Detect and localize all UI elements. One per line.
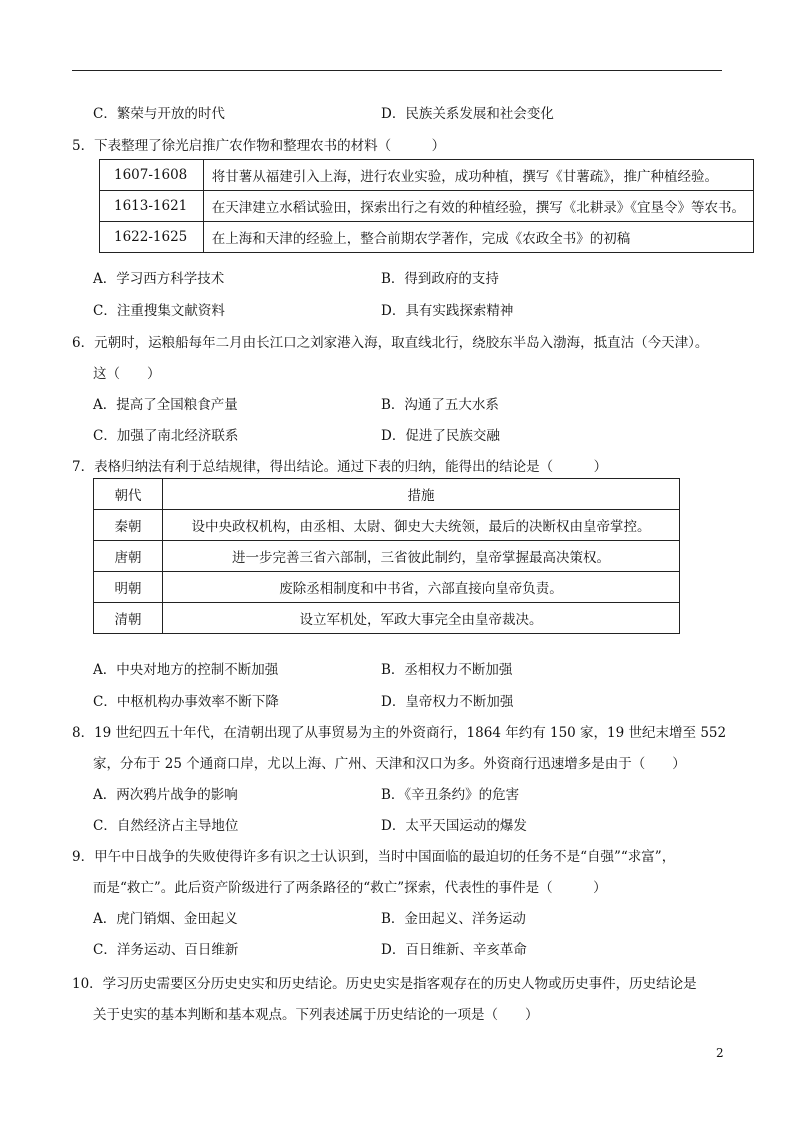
q6-option-a: A．提高了全国粮食产量 [93,397,238,413]
q8-option-d: D．太平天国运动的爆发 [381,818,527,834]
q7-measure-cell: 进一步完善三省六部制，三省彼此制约，皇帝掌握最高决策权。 [163,541,680,572]
table-row [94,541,680,572]
q7-stem: 7．表格归纳法有利于总结规律，得出结论。通过下表的归纳，能得出的结论是（ ） [72,459,608,475]
q5-content-cell: 将甘薯从福建引入上海，进行农业实验，成功种植，撰写《甘薯疏》，推广种植经验。 [203,160,753,191]
q7-dynasty-cell: 唐朝 [94,541,163,572]
q7-option-d: D．皇帝权力不断加强 [381,694,514,710]
q7-dynasty-cell: 清朝 [94,603,163,634]
page-number: 2 [716,1046,724,1060]
q5-content-cell: 在上海和天津的经验上，整合前期农学著作，完成《农政全书》的初稿 [203,222,753,253]
q6-stem-line2: 这（ ） [93,366,161,382]
q7-measure-cell: 设立军机处，军政大事完全由皇帝裁决。 [163,603,680,634]
q9-stem-line1: 9．甲午中日战争的失败使得许多有识之士认识到，当时中国面临的最迫切的任务不是“自强”“求富”， [72,849,676,865]
q6-stem-line1: 6．元朝时，运粮船每年二月由长江口之刘家港入海，取直线北行，绕胶东半岛入渤海，抵直沽（今天津）。 [72,335,709,351]
q7-dynasty-cell: 明朝 [94,572,163,603]
q10-stem-line1: 10．学习历史需要区分历史史实和历史结论。历史史实是指客观存在的历史人物或历史事件，历史结论是 [72,976,697,992]
table-row [94,603,680,634]
q5-option-d: D．具有实践探索精神 [381,303,514,319]
q9-option-b: B．金田起义、洋务运动 [381,911,526,927]
q6-option-b: B．沟通了五大水系 [381,397,499,413]
q7-table [93,478,680,634]
table-header-row [94,479,680,510]
q7-dynasty-cell: 秦朝 [94,510,163,541]
q7-measure-cell: 设中央政权机构，由丞相、太尉、御史大夫统领，最后的决断权由皇帝掌控。 [163,510,680,541]
table-row [94,510,680,541]
q7-measure-cell: 废除丞相制度和中书省，六部直接向皇帝负责。 [163,572,680,603]
q5-option-c: C．注重搜集文献资料 [93,303,225,319]
q8-stem-line1: 8．19 世纪四五十年代，在清朝出现了从事贸易为主的外资商行，1864 年约有 150 家，19 世纪末增至 552 [72,725,727,741]
q5-period-cell: 1622-1625 [100,222,204,253]
q7-header-measure: 措施 [163,479,680,510]
q5-period-cell: 1607-1608 [100,160,204,191]
q6-option-c: C．加强了南北经济联系 [93,428,239,444]
q8-option-b: B．《辛丑条约》的危害 [381,787,520,803]
q5-option-b: B．得到政府的支持 [381,271,499,287]
q9-option-a: A．虎门销烟、金田起义 [93,911,238,927]
q5-option-a: A．学习西方科学技术 [93,271,225,287]
q8-stem-line2: 家，分布于 25 个通商口岸，尤以上海、广州、天津和汉口为多。外资商行迅速增多是由于（ ） [93,756,686,772]
table-row [100,191,754,222]
q7-option-c: C．中枢机构办事效率不断下降 [93,694,279,710]
q8-option-a: A．两次鸦片战争的影响 [93,787,238,803]
prev-option-d: D．民族关系发展和社会变化 [381,106,554,122]
q5-stem: 5．下表整理了徐光启推广农作物和整理农书的材料（ ） [72,138,446,154]
q6-option-d: D．促进了民族交融 [381,428,500,444]
table-row [100,222,754,253]
table-row [94,572,680,603]
q9-option-d: D．百日维新、辛亥革命 [381,942,527,958]
header-rule [72,70,722,71]
prev-option-c: C．繁荣与开放的时代 [93,106,225,122]
q5-period-cell: 1613-1621 [100,191,204,222]
q10-stem-line2: 关于史实的基本判断和基本观点。下列表述属于历史结论的一项是（ ） [93,1007,539,1023]
q7-header-dynasty: 朝代 [94,479,163,510]
table-row [100,160,754,191]
q9-option-c: C．洋务运动、百日维新 [93,942,239,958]
q8-option-c: C．自然经济占主导地位 [93,818,239,834]
q7-option-b: B．丞相权力不断加强 [381,662,513,678]
q5-table [99,159,754,253]
q9-stem-line2: 而是“救亡”。此后资产阶级进行了两条路径的“救亡”探索，代表性的事件是（ ） [93,880,607,896]
q5-content-cell: 在天津建立水稻试验田，探索出行之有效的种植经验，撰写《北耕录》《宜垦令》等农书。 [203,191,753,222]
q7-option-a: A．中央对地方的控制不断加强 [93,662,279,678]
